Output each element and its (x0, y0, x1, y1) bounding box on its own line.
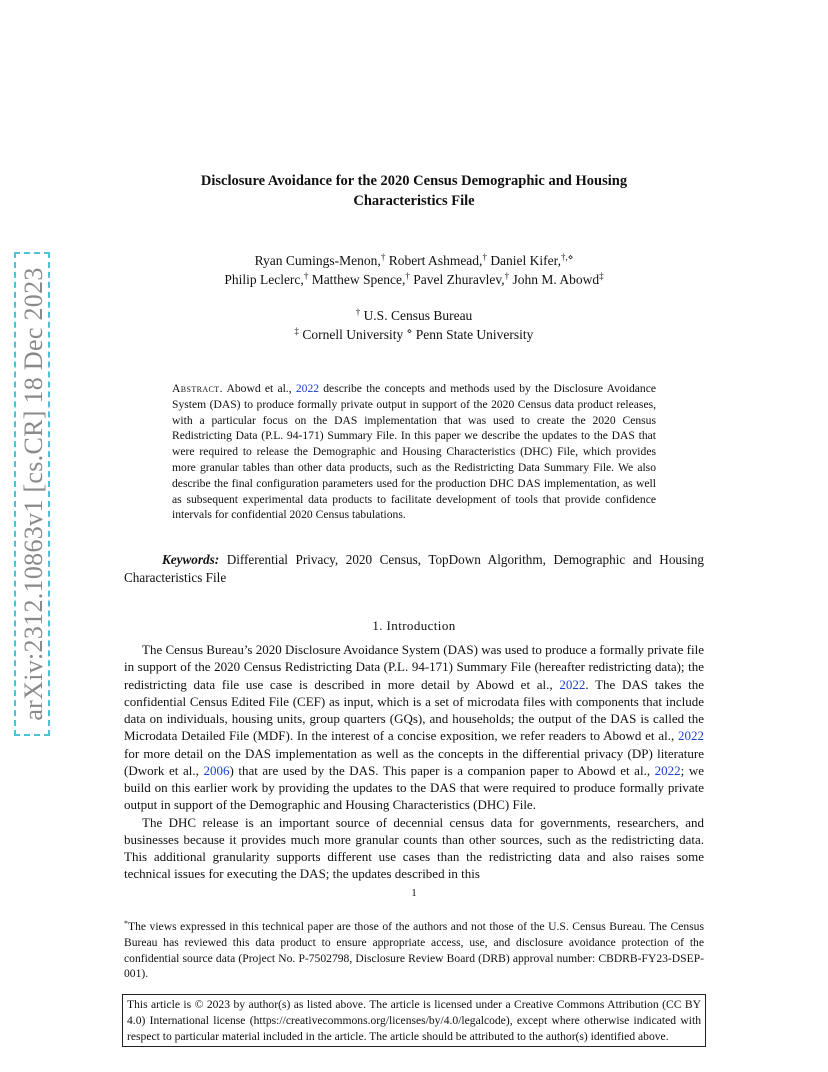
author-name: Philip Leclerc, (224, 272, 304, 287)
affiliation-mark: † (303, 271, 309, 281)
author-name: Daniel Kifer, (490, 253, 561, 268)
citation-link[interactable]: 2022 (678, 728, 704, 744)
license-box (122, 994, 706, 1047)
title-line-2: Characteristics File (353, 193, 475, 209)
affiliation-mark: ‡ (294, 326, 300, 336)
paragraph-text: for more detail on the DAS implementation as well as the concepts in the differential privacy (DP) literature (Dwork et al., (124, 745, 704, 778)
affiliation-mark: † (380, 252, 386, 262)
license-text: This article is © 2023 by author(s) as listed above. The article is licensed under a Creative Commons Attribution (CC BY 4.0) International license (https://creativecommons.org/licenses/by/4.0/legalcode), except where otherwise indicated with respect to particular material included in the article. The article should be attributed to the author(s) identified above. (127, 998, 701, 1043)
title-line-1: Disclosure Avoidance for the 2020 Census Demographic and Housing (200, 173, 628, 189)
footnote-text: The views expressed in this technical paper are those of the authors and not those of the U.S. Census Bureau. The Census Bureau has reviewed this data product to ensure appropriate access, use, and disclosure avoidance protection of the confidential source data (Project No. P-7502798, Disclosure Review Board (DRB) approval number: CBDRB-FY23-DSEP-001). (124, 920, 704, 981)
affiliation-mark: ‡ (599, 271, 604, 281)
affiliation-psu: Penn State University (415, 327, 534, 342)
affiliation-mark: † (504, 271, 510, 281)
footnote (124, 916, 704, 982)
paragraph-text: . The DAS takes the confidential Census Edited File (CEF) as input, which is a set of microdata files with components that include data on individuals, housing units, group quarters (GQs), and households; the output of the DAS is called the Microdata Detailed File (MDF). In the interest of a concise exposition, we refer readers to Abowd et al., (124, 676, 705, 744)
paragraph-text: The Census Bureau’s 2020 Disclosure Avoidance System (DAS) was used to produce a formally private file in support of the 2020 Census Redistricting Data (P.L. 94-171) Summary File (hereafter redistricting data); the redistricting data file use case is described in more detail by Abowd et al., (124, 642, 704, 692)
abstract-text: describe the concepts and methods used by the Disclosure Avoidance System (DAS) to produce formally private output in support of the 2020 Census data product releases, with a particular focus on the DAS implementation that was used to create the 2020 Census Redistricting Data (P.L. 94-171) Summary File. In this paper we describe the updates to the DAS that were required to release the Demographic and Housing Characteristics (DHC) File, which provides more granular tables than other data products, such as the Redistricting Data Summary File. We also describe the final configuration parameters used for the production DHC DAS implementation, as well as subsequent experimental data products to facilitate development of tools that provide confidence intervals for confidential 2020 Census tabulations. (172, 382, 656, 522)
author-name: Robert Ashmead, (388, 253, 483, 268)
keywords (124, 551, 704, 587)
affiliation-census: U.S. Census Bureau (363, 308, 473, 323)
paragraph (124, 641, 704, 814)
affiliation-line-2 (120, 325, 708, 344)
citation-link[interactable]: 2022 (295, 382, 320, 395)
affiliation-mark: † (405, 271, 410, 281)
affiliation-line-1 (120, 306, 708, 325)
author-list (120, 251, 708, 289)
affiliation-mark: †,⋄ (561, 252, 574, 262)
introduction-body (124, 641, 704, 883)
citation-link[interactable]: 2022 (559, 676, 586, 692)
abstract (172, 381, 656, 523)
author-line-1 (120, 251, 708, 270)
abstract-text: Abowd et al., (226, 382, 296, 395)
author-name: Matthew Spence, (311, 272, 406, 287)
keywords-text: Differential Privacy, 2020 Census, TopDown Algorithm, Demographic and Housing Characteristics File (124, 552, 704, 585)
affiliation-mark: ⋄ (406, 326, 413, 336)
keywords-heading: Keywords: (162, 552, 220, 567)
paragraph-text: ) that are used by the DAS. This paper is a companion paper to Abowd et al., (229, 762, 655, 778)
author-name: John M. Abowd (512, 272, 600, 287)
paragraph: The DHC release is an important source of decennial census data for governments, researchers, and businesses because it provides much more granular counts than other sources, such as the redistricting data. This additional granularity supports different use cases than the redistricting data and also raises some technical issues for executing the DAS; the updates described in this (124, 814, 704, 882)
arxiv-identifier[interactable]: arXiv:2312.10863v1 [cs.CR] 18 Dec 2023 (19, 267, 48, 721)
affiliations (120, 306, 708, 344)
page-number: 1 (411, 887, 417, 899)
author-name: Pavel Zhuravlev, (413, 272, 505, 287)
author-name: Ryan Cumings-Menon, (254, 253, 381, 268)
citation-link[interactable]: 2006 (203, 762, 230, 778)
affiliation-cornell: Cornell University (302, 327, 404, 342)
paragraph-text: ; we build on this earlier work by providing the updates to the DAS that were required to produce formally private output in support of the Demographic and Housing Characteristics (DHC) File. (124, 762, 705, 813)
citation-link[interactable]: 2022 (654, 762, 681, 778)
footnote-mark: * (124, 919, 128, 928)
section-heading: 1. Introduction (372, 618, 456, 633)
affiliation-mark: † (355, 307, 361, 317)
affiliation-mark: † (482, 252, 487, 262)
paper-title (120, 171, 708, 211)
abstract-heading: Abstract. (172, 382, 223, 395)
author-line-2 (120, 270, 708, 289)
